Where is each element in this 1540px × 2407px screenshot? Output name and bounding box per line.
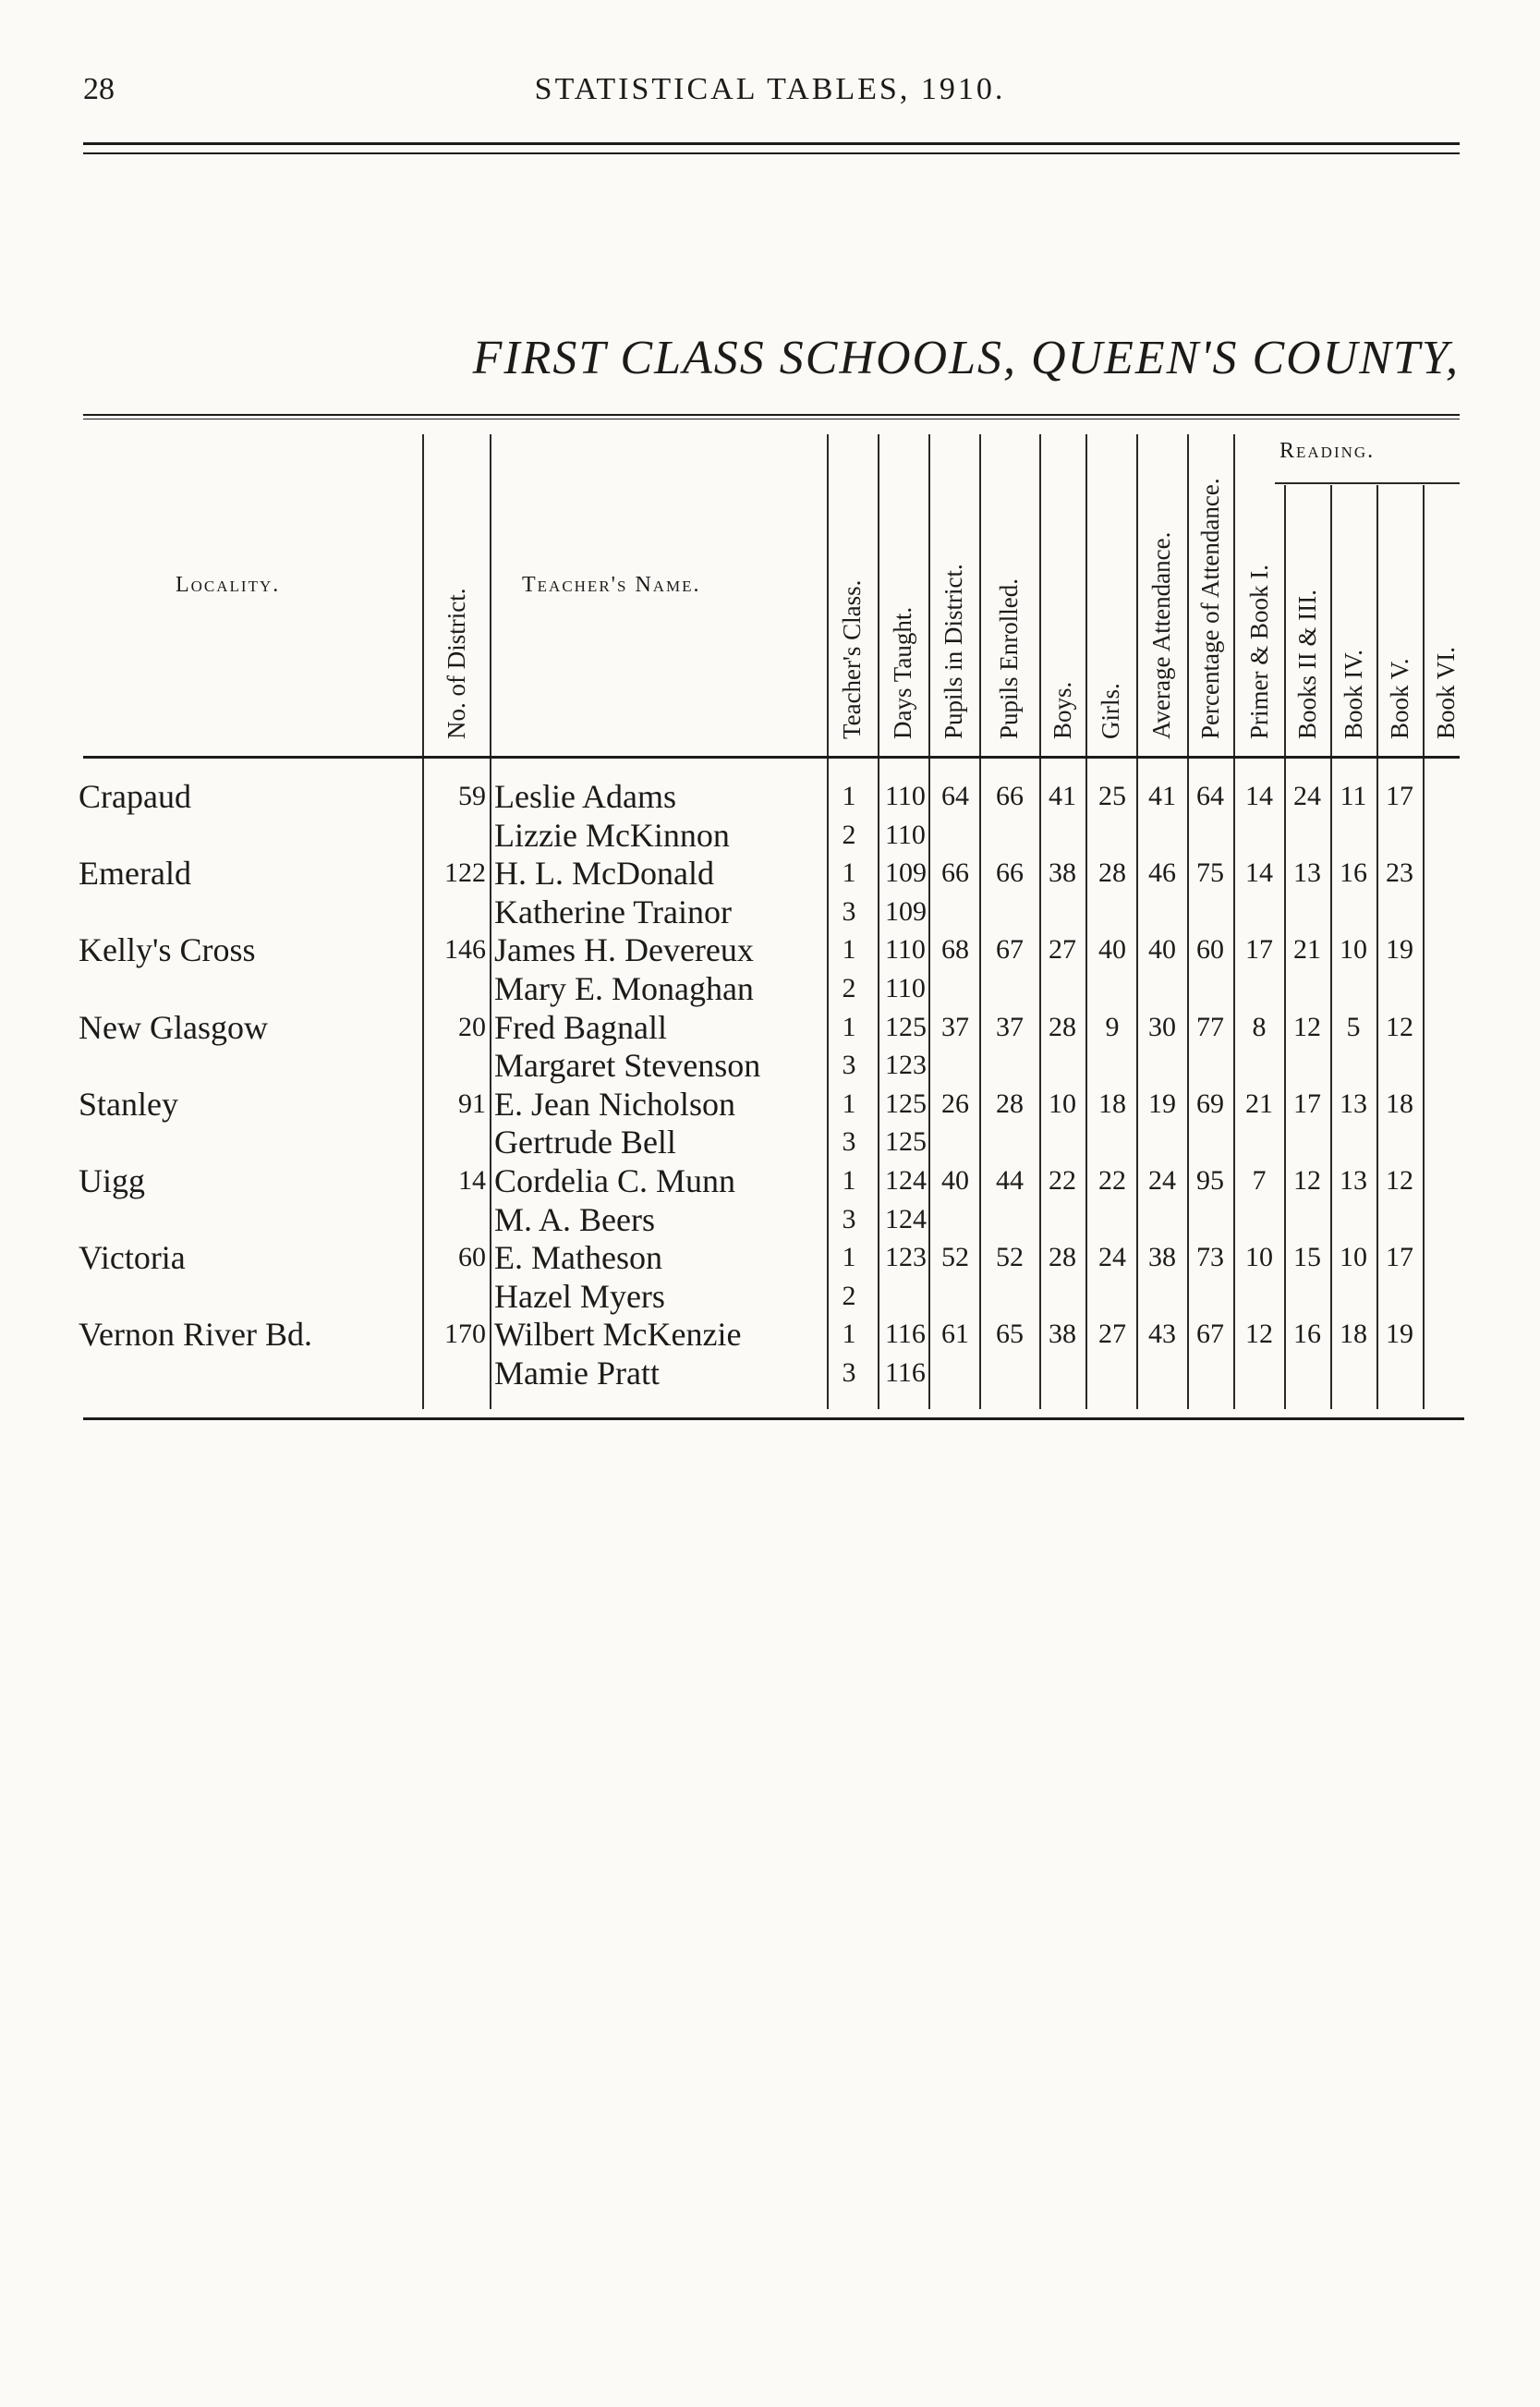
girls-cell: 18 [1098, 1088, 1126, 1119]
column-rule [878, 434, 879, 1409]
class-cell: 1 [842, 1165, 856, 1196]
pe-cell: 65 [996, 1319, 1024, 1350]
avg-cell: 19 [1148, 1088, 1176, 1119]
table-top-rule [83, 414, 1460, 419]
days-cell: 110 [885, 973, 926, 1003]
boys-cell: 28 [1049, 1011, 1076, 1042]
b4-cell: 18 [1340, 1319, 1367, 1350]
locality-cell: Uigg [79, 1162, 145, 1199]
b4-cell: 11 [1340, 781, 1367, 811]
days-cell: 109 [885, 857, 927, 889]
class-cell: 1 [842, 857, 856, 889]
reading-rule [1275, 482, 1460, 484]
class-cell: 1 [842, 1242, 856, 1273]
locality-cell: Kelly's Cross [79, 931, 256, 969]
class-cell: 3 [842, 1357, 856, 1388]
pe-cell: 66 [996, 857, 1024, 889]
pe-cell: 52 [996, 1242, 1024, 1273]
days-cell: 116 [885, 1357, 926, 1388]
pct-cell: 64 [1196, 781, 1224, 811]
days-cell: 123 [885, 1242, 927, 1273]
b5-cell: 19 [1386, 934, 1413, 966]
column-rule [1330, 485, 1332, 1409]
teacher-name-cell: Leslie Adams [494, 778, 676, 815]
pd-cell: 61 [941, 1319, 969, 1350]
pd-cell: 68 [941, 934, 969, 966]
girls-cell: 24 [1098, 1242, 1126, 1273]
pct-cell: 69 [1196, 1088, 1224, 1119]
b4-cell: 16 [1340, 857, 1367, 889]
district-cell: 122 [444, 857, 486, 889]
district-cell: 59 [458, 781, 486, 811]
days-cell: 123 [885, 1050, 927, 1081]
boys-cell: 27 [1049, 934, 1076, 966]
b23-cell: 21 [1293, 934, 1321, 966]
b4-cell: 13 [1340, 1165, 1367, 1196]
b4-cell: 10 [1340, 1242, 1367, 1273]
page-number: 28 [83, 72, 115, 106]
teacher-name-cell: James H. Devereux [494, 931, 754, 969]
girls-cell: 40 [1098, 934, 1126, 966]
district-cell: 91 [458, 1088, 486, 1119]
class-cell: 1 [842, 934, 856, 966]
class-cell: 1 [842, 1319, 856, 1350]
girls-cell: 28 [1098, 857, 1126, 889]
teacher-name-cell: Wilbert McKenzie [494, 1316, 742, 1354]
running-title: STATISTICAL TABLES, 1910. [534, 72, 1006, 106]
locality-cell: Vernon River Bd. [79, 1316, 312, 1354]
primer-cell: 10 [1245, 1242, 1273, 1273]
class-cell: 3 [842, 895, 856, 927]
teacher-name-cell: M. A. Beers [494, 1200, 655, 1238]
teacher-name-cell: Lizzie McKinnon [494, 816, 730, 854]
b5-cell: 12 [1386, 1011, 1413, 1042]
column-rule [1039, 434, 1041, 1409]
district-cell: 146 [444, 934, 486, 966]
teacher-name-cell: Katherine Trainor [494, 893, 732, 930]
avg-cell: 40 [1148, 934, 1176, 966]
locality-cell: Emerald [79, 855, 191, 893]
pct-cell: 95 [1196, 1165, 1224, 1196]
table-mid-rule [83, 756, 1460, 759]
teacher-name-cell: Cordelia C. Munn [494, 1162, 735, 1199]
b5-cell: 18 [1386, 1088, 1413, 1119]
boys-cell: 41 [1049, 781, 1076, 811]
column-header-teacher: Teacher's Name. [522, 573, 701, 597]
girls-cell: 22 [1098, 1165, 1126, 1196]
b5-cell: 19 [1386, 1319, 1413, 1350]
days-cell: 110 [885, 819, 926, 850]
class-cell: 3 [842, 1050, 856, 1081]
days-cell: 125 [885, 1088, 927, 1119]
b4-cell: 13 [1340, 1088, 1367, 1119]
class-cell: 1 [842, 781, 856, 811]
district-cell: 170 [444, 1319, 486, 1350]
class-cell: 3 [842, 1126, 856, 1158]
pd-cell: 64 [941, 781, 969, 811]
teacher-name-cell: E. Matheson [494, 1239, 662, 1277]
b4-cell: 5 [1346, 1011, 1361, 1042]
girls-cell: 27 [1098, 1319, 1126, 1350]
b23-cell: 16 [1293, 1319, 1321, 1350]
days-cell: 125 [885, 1011, 927, 1042]
boys-cell: 38 [1049, 857, 1076, 889]
b23-cell: 24 [1293, 781, 1321, 811]
b5-cell: 23 [1386, 857, 1413, 889]
locality-cell: Crapaud [79, 778, 191, 815]
b5-cell: 17 [1386, 781, 1413, 811]
class-cell: 1 [842, 1088, 856, 1119]
column-rule [422, 434, 424, 1409]
pct-cell: 67 [1196, 1319, 1224, 1350]
days-cell: 109 [885, 895, 927, 927]
pd-cell: 37 [941, 1011, 969, 1042]
teacher-name-cell: H. L. McDonald [494, 855, 714, 893]
primer-cell: 14 [1245, 857, 1273, 889]
teacher-name-cell: Fred Bagnall [494, 1008, 667, 1046]
pe-cell: 44 [996, 1165, 1024, 1196]
days-cell: 124 [885, 1165, 927, 1196]
pct-cell: 77 [1196, 1011, 1224, 1042]
teacher-name-cell: Mamie Pratt [494, 1355, 660, 1392]
column-rule [1423, 485, 1425, 1409]
primer-cell: 17 [1245, 934, 1273, 966]
column-rule [1376, 485, 1378, 1409]
teacher-name-cell: Mary E. Monaghan [494, 970, 754, 1007]
column-rule [1187, 434, 1189, 1409]
primer-cell: 14 [1245, 781, 1273, 811]
b5-cell: 17 [1386, 1242, 1413, 1273]
girls-cell: 9 [1105, 1011, 1120, 1042]
b4-cell: 10 [1340, 934, 1367, 966]
pct-cell: 75 [1196, 857, 1224, 889]
boys-cell: 38 [1049, 1319, 1076, 1350]
pe-cell: 66 [996, 781, 1024, 811]
pd-cell: 40 [941, 1165, 969, 1196]
table-bottom-rule [83, 1417, 1464, 1420]
b5-cell: 12 [1386, 1165, 1413, 1196]
pd-cell: 66 [941, 857, 969, 889]
teacher-name-cell: Hazel Myers [494, 1277, 665, 1315]
primer-cell: 21 [1245, 1088, 1273, 1119]
teacher-name-cell: Margaret Stevenson [494, 1047, 761, 1085]
days-cell: 110 [885, 934, 926, 966]
column-rule [490, 434, 491, 1409]
pe-cell: 67 [996, 934, 1024, 966]
header-double-rule [83, 142, 1460, 154]
column-rule [928, 434, 930, 1409]
district-cell: 20 [458, 1011, 486, 1042]
pd-cell: 26 [941, 1088, 969, 1119]
class-cell: 2 [842, 819, 856, 850]
column-rule [827, 434, 829, 1409]
teacher-name-cell: Gertrude Bell [494, 1124, 676, 1161]
locality-cell: New Glasgow [79, 1008, 268, 1046]
district-cell: 14 [458, 1165, 486, 1196]
column-rule [1085, 434, 1087, 1409]
avg-cell: 30 [1148, 1011, 1176, 1042]
column-rule [1136, 434, 1138, 1409]
boys-cell: 22 [1049, 1165, 1076, 1196]
locality-cell: Stanley [79, 1085, 178, 1123]
avg-cell: 38 [1148, 1242, 1176, 1273]
class-cell: 1 [842, 1011, 856, 1042]
class-cell: 3 [842, 1203, 856, 1234]
pct-cell: 73 [1196, 1242, 1224, 1273]
boys-cell: 10 [1049, 1088, 1076, 1119]
locality-cell: Victoria [79, 1239, 186, 1277]
column-rule [979, 434, 981, 1409]
avg-cell: 41 [1148, 781, 1176, 811]
boys-cell: 28 [1049, 1242, 1076, 1273]
primer-cell: 7 [1252, 1165, 1267, 1196]
days-cell: 116 [885, 1319, 926, 1350]
pe-cell: 28 [996, 1088, 1024, 1119]
b23-cell: 17 [1293, 1088, 1321, 1119]
class-cell: 2 [842, 973, 856, 1003]
avg-cell: 43 [1148, 1319, 1176, 1350]
teacher-name-cell: E. Jean Nicholson [494, 1085, 735, 1123]
pct-cell: 60 [1196, 934, 1224, 966]
section-title: FIRST CLASS SCHOOLS, QUEEN'S COUNTY, [472, 332, 1460, 384]
b23-cell: 12 [1293, 1165, 1321, 1196]
days-cell: 125 [885, 1126, 927, 1158]
avg-cell: 46 [1148, 857, 1176, 889]
column-rule [1233, 434, 1235, 1409]
b23-cell: 12 [1293, 1011, 1321, 1042]
days-cell: 124 [885, 1203, 927, 1234]
girls-cell: 25 [1098, 781, 1126, 811]
column-header-reading: Reading. [1279, 439, 1376, 463]
b23-cell: 15 [1293, 1242, 1321, 1273]
days-cell: 110 [885, 781, 926, 811]
class-cell: 2 [842, 1280, 856, 1311]
primer-cell: 8 [1252, 1011, 1267, 1042]
district-cell: 60 [458, 1242, 486, 1273]
pd-cell: 52 [941, 1242, 969, 1273]
column-rule [1284, 485, 1286, 1409]
primer-cell: 12 [1245, 1319, 1273, 1350]
column-header-locality: Locality. [176, 573, 281, 597]
avg-cell: 24 [1148, 1165, 1176, 1196]
pe-cell: 37 [996, 1011, 1024, 1042]
b23-cell: 13 [1293, 857, 1321, 889]
